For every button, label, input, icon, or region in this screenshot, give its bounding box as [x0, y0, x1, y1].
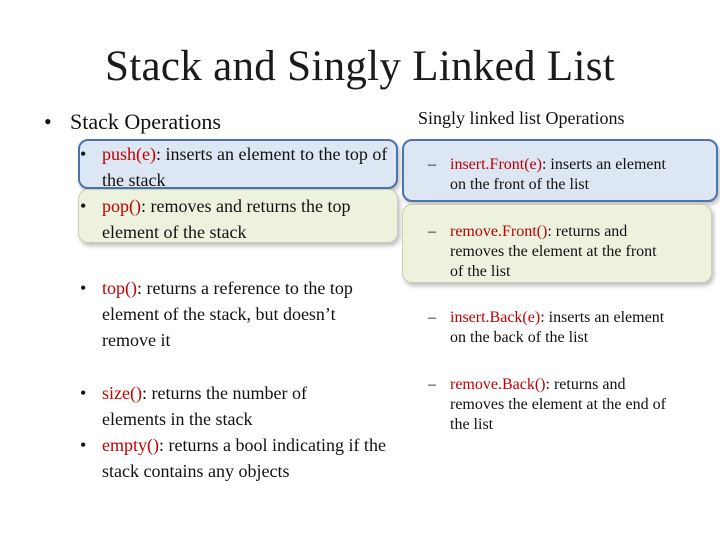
- method-description: : returns and removes the element at the front of the list: [450, 223, 657, 280]
- stack-op-pop: [80, 193, 390, 245]
- method-name: pop(): [102, 196, 141, 216]
- stack-operations-heading-text: Stack Operations: [70, 109, 221, 134]
- method-description: : returns and removes the element at the end of the list: [450, 376, 666, 433]
- dash-bullet-icon: –: [428, 376, 436, 393]
- list-op-insert-back: [428, 308, 678, 348]
- list-op-remove-front: [428, 222, 668, 282]
- method-name: size(): [102, 383, 142, 403]
- linked-list-operations-heading: Singly linked list Operations: [418, 108, 625, 128]
- method-name: empty(): [102, 435, 159, 455]
- stack-op-empty: [80, 432, 390, 484]
- bullet-icon: •: [80, 383, 87, 403]
- bullet-icon: •: [44, 109, 52, 134]
- method-description: : returns a bool indicating if the stack contains any objects: [102, 435, 386, 481]
- method-description: : returns the number of elements in the stack: [102, 383, 307, 429]
- bullet-icon: •: [80, 435, 87, 455]
- stack-op-top: [80, 275, 380, 353]
- method-description: : inserts an element on the front of the list: [450, 156, 666, 193]
- method-name: remove.Back(): [450, 376, 546, 393]
- slide-title: Stack and Singly Linked List: [104, 43, 616, 90]
- bullet-icon: •: [80, 278, 87, 298]
- method-name: insert.Back(e): [450, 309, 541, 326]
- list-op-insert-front: [428, 155, 678, 195]
- bullet-icon: •: [80, 196, 87, 216]
- method-name: top(): [102, 278, 137, 298]
- method-description: : returns a reference to the top element of the stack, but doesn’t remove it: [102, 278, 353, 350]
- dash-bullet-icon: –: [428, 223, 436, 240]
- dash-bullet-icon: –: [428, 309, 436, 326]
- method-description: : removes and returns the top element of the stack: [102, 196, 351, 242]
- stack-op-push: [80, 141, 390, 193]
- stack-op-size: [80, 380, 370, 432]
- method-description: : inserts an element to the top of the stack: [102, 144, 388, 190]
- list-op-remove-back: [428, 375, 678, 435]
- bullet-icon: •: [80, 144, 87, 164]
- dash-bullet-icon: –: [428, 156, 436, 173]
- method-description: : inserts an element on the back of the list: [450, 309, 665, 346]
- method-name: push(e): [102, 144, 156, 164]
- method-name: insert.Front(e): [450, 156, 542, 173]
- stack-operations-heading: [44, 109, 221, 135]
- method-name: remove.Front(): [450, 223, 548, 240]
